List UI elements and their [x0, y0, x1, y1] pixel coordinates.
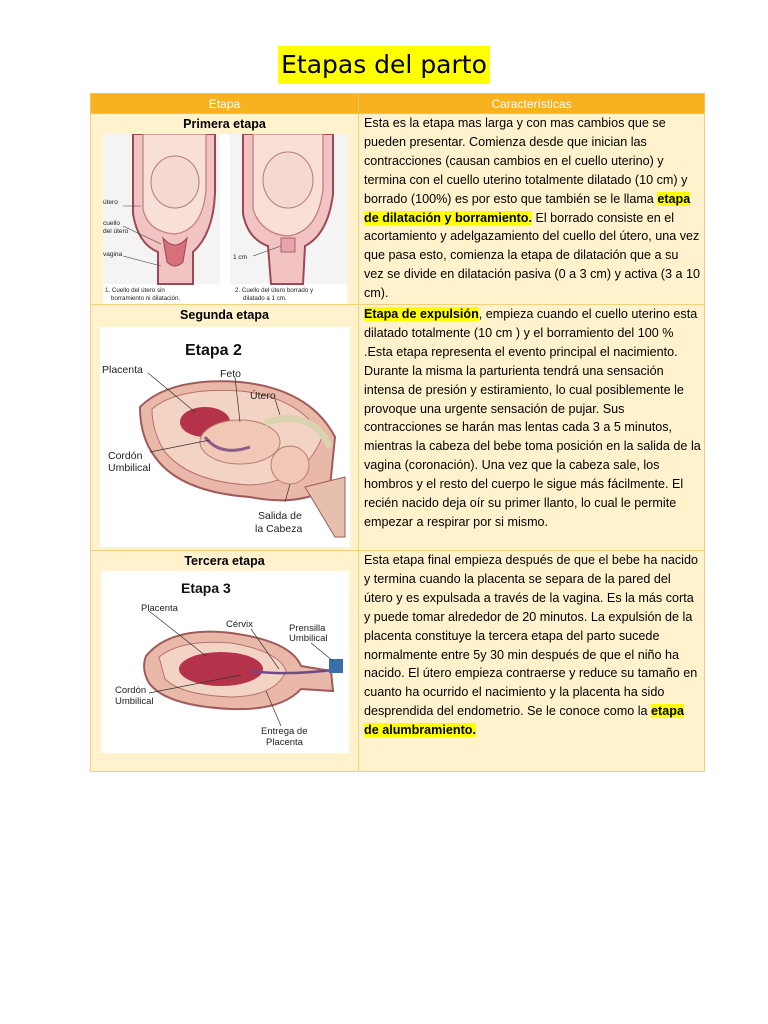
stage-description	[359, 114, 704, 303]
stage-name: Primera etapa	[183, 117, 266, 131]
header-characteristics: Características	[359, 94, 705, 114]
stages-table	[90, 93, 705, 772]
figure-heading: Etapa 3	[180, 580, 231, 596]
caption-1-line-2: borramiento ni dilatación.	[110, 295, 180, 302]
characteristics-cell	[359, 305, 705, 551]
page-title: Etapas del parto	[278, 46, 490, 84]
label-utero: útero	[102, 199, 118, 206]
title-wrapper	[0, 46, 768, 84]
table-row	[91, 305, 705, 551]
caption-2-line-2: dilatado a 1 cm.	[242, 295, 287, 302]
description-highlight: etapa de dilatación y borramiento.	[364, 191, 691, 225]
label-cordon-1: Cordón	[114, 685, 146, 696]
label-cordon-1: Cordón	[107, 450, 142, 462]
header-stage: Etapa	[91, 94, 359, 114]
label-cordon-2: Umbilical	[114, 696, 154, 707]
label-salida-1: Salida de	[257, 510, 302, 522]
stage-cell	[91, 551, 359, 772]
description-text-after: El borrado consiste en el acortamiento y adelgazamiento del cuello del útero, una vez que pasa esto, comienza la etapa de dilatación que a su vez se divide en dilatación pasiva (0 a 3 cm) y activa (3 a 10 cm).	[364, 210, 701, 301]
label-vagina: vagina	[102, 251, 122, 258]
label-entrega-2: Placenta	[265, 737, 303, 748]
stage-description	[359, 551, 704, 740]
table-row	[91, 551, 705, 772]
description-text-after: , empieza cuando el cuello uterino esta dilatado totalmente (10 cm ) y el borramiento del 100 % .Esta etapa representa el evento principal el nacimiento. Durante la misma la parturienta tendrá una sensación intensa de presión y estiramiento, lo cual posiblemente le provoque una urgente sensación de pujar. Sus contracciones se harán mas lentas cada 3 a 5 minutos, mientras la cabeza del bebe toma posición en la salida de la vagina (coronación). Una vez que la cabeza sale, los hombros y el resto del cuerpo le sigue más fácilmente. El recién nacido deja oír su primer llanto, lo cual le permite empezar a respirar por si mismo.	[364, 307, 701, 529]
table-header-row	[91, 94, 705, 114]
label-prensilla-1: Prensilla	[288, 623, 325, 634]
description-text-before: Esta es la etapa mas larga y con mas cambios que se pueden presentar. Comienza desde que inician las contracciones (causan cambios en el cuello uterino) y termina con el cuello uterino totalmente dilatado (10 cm) y borrado (100%) es por esto que también se le llama	[364, 116, 688, 206]
label-entrega-1: Entrega de	[260, 726, 307, 737]
label-cuello-1: cuello	[102, 220, 120, 227]
caption-1-line-1: 1. Cuello del útero sin	[104, 287, 165, 294]
cervix-effacement-illustration	[103, 134, 347, 304]
table-row	[91, 114, 705, 305]
description-highlight: etapa de alumbramiento.	[364, 704, 684, 738]
stage-name: Segunda etapa	[180, 308, 269, 322]
label-placenta: Placenta	[140, 603, 178, 614]
characteristics-cell	[359, 114, 705, 305]
stage-description	[359, 305, 704, 532]
stage-cell	[91, 114, 359, 305]
figure-heading: Etapa 2	[184, 342, 242, 359]
label-cervix: Cérvix	[225, 619, 253, 630]
label-1cm: 1 cm	[232, 254, 247, 261]
afterbirth-illustration	[101, 571, 349, 753]
label-salida-2: la Cabeza	[254, 523, 302, 535]
label-cuello-2: del útero	[102, 228, 128, 235]
expulsion-illustration	[100, 327, 350, 547]
stage-cell	[91, 305, 359, 551]
label-utero: Útero	[249, 390, 276, 402]
stage-name: Tercera etapa	[184, 554, 265, 568]
description-highlight: Etapa de expulsión	[364, 307, 479, 321]
label-cordon-2: Umbilical	[107, 462, 151, 474]
description-text-before: Esta etapa final empieza después de que el bebe ha nacido y termina cuando la placenta se separa de la pared del útero y es expulsada a través de la vagina. Es la más corta y puede tomar alrededor de 20 minutos. La expulsión de la placenta constituye la tercera etapa del parto sucede normalmente entre 5y 30 min después de que el niño ha nacido. El útero empieza contraerse y reduce su tamaño en cuanto ha ocurrido el nacimiento y la placenta ha sido desprendida del endometrio. Se le conoce como la	[364, 553, 698, 719]
label-prensilla-2: Umbilical	[288, 633, 328, 644]
caption-2-line-1: 2. Cuello del útero borrado y	[234, 287, 313, 294]
label-feto: Feto	[219, 368, 241, 380]
label-placenta: Placenta	[101, 364, 143, 376]
characteristics-cell	[359, 551, 705, 772]
